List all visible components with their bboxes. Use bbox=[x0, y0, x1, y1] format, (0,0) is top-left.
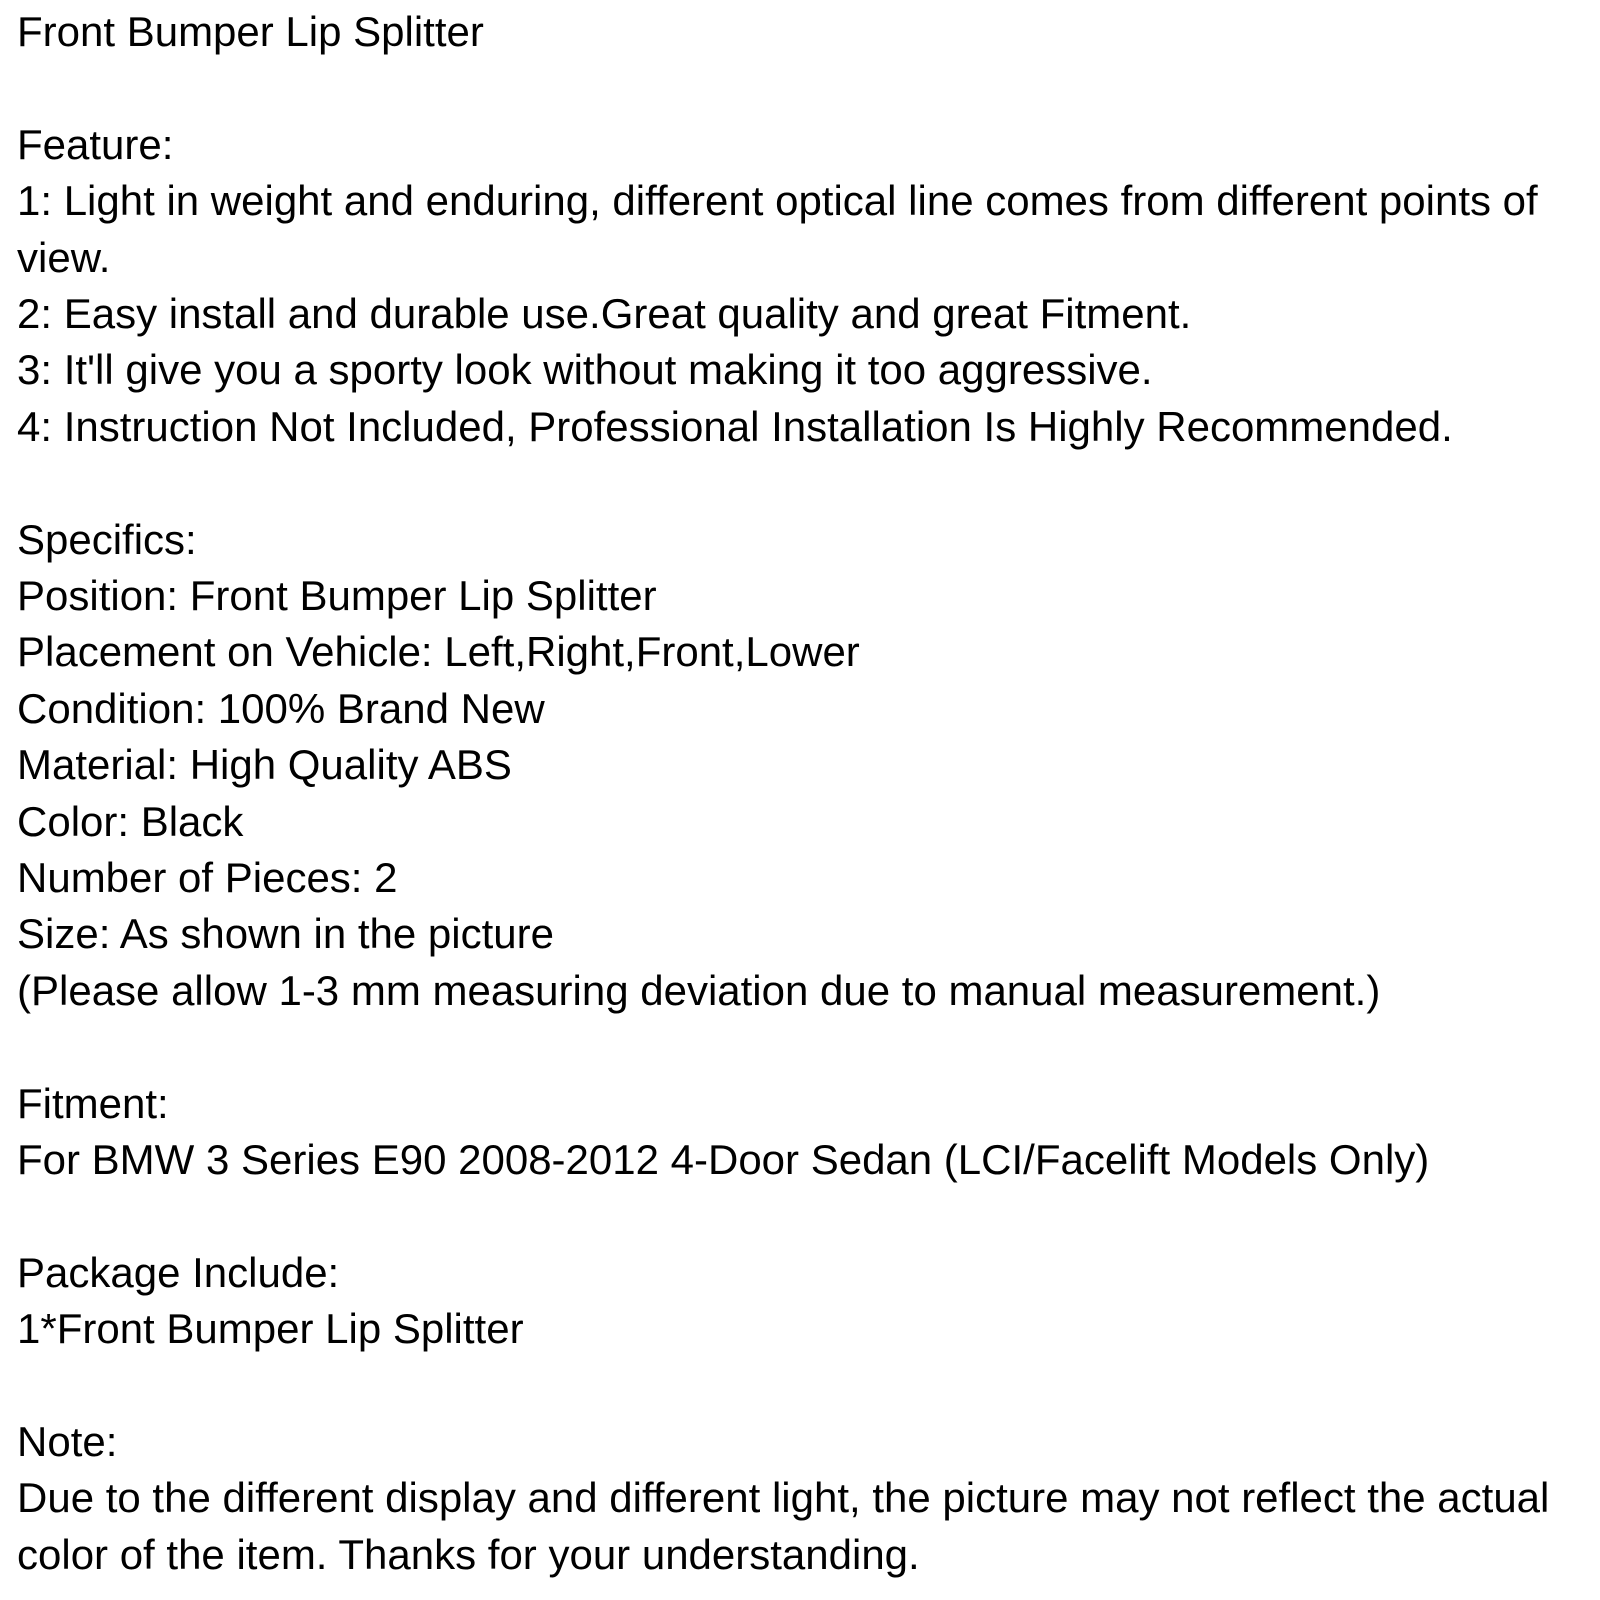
spec-material: Material: High Quality ABS bbox=[17, 741, 512, 789]
specifics-section bbox=[17, 512, 1587, 1020]
spec-size-note: (Please allow 1-3 mm measuring deviation due to manual measurement.) bbox=[17, 966, 1381, 1014]
feature-item-2: 2: Easy install and durable use.Great quality and great Fitment. bbox=[17, 290, 1192, 338]
spec-pieces: Number of Pieces: 2 bbox=[17, 854, 398, 902]
feature-section bbox=[17, 117, 1587, 455]
fitment-section bbox=[17, 1076, 1587, 1189]
spec-condition: Condition: 100% Brand New bbox=[17, 684, 545, 732]
blank-line bbox=[17, 455, 1587, 511]
fitment-heading: Fitment: bbox=[17, 1079, 169, 1127]
spec-placement: Placement on Vehicle: Left,Right,Front,Lower bbox=[17, 628, 860, 676]
spec-size: Size: As shown in the picture bbox=[17, 910, 554, 958]
feature-heading: Feature: bbox=[17, 120, 174, 168]
package-section bbox=[17, 1245, 1587, 1358]
product-description bbox=[17, 4, 1587, 1583]
blank-line bbox=[17, 1188, 1587, 1244]
blank-line bbox=[17, 1358, 1587, 1414]
specifics-heading: Specifics: bbox=[17, 515, 197, 563]
fitment-text: For BMW 3 Series E90 2008-2012 4-Door Sedan (LCI/Facelift Models Only) bbox=[17, 1136, 1430, 1184]
note-section bbox=[17, 1414, 1587, 1583]
feature-item-4: 4: Instruction Not Included, Professional Installation Is Highly Recommended. bbox=[17, 402, 1453, 450]
spec-color: Color: Black bbox=[17, 797, 244, 845]
feature-item-3: 3: It'll give you a sporty look without making it too aggressive. bbox=[17, 346, 1153, 394]
spec-position: Position: Front Bumper Lip Splitter bbox=[17, 572, 657, 620]
blank-line bbox=[17, 1019, 1587, 1075]
note-text: Due to the different display and different light, the picture may not reflect the actual color of the item. Thanks for your understanding. bbox=[17, 1474, 1562, 1578]
package-text: 1*Front Bumper Lip Splitter bbox=[17, 1305, 524, 1353]
blank-line bbox=[17, 60, 1587, 116]
feature-item-1: 1: Light in weight and enduring, different optical line comes from different points of view. bbox=[17, 177, 1550, 281]
document-title: Front Bumper Lip Splitter bbox=[17, 8, 484, 55]
package-heading: Package Include: bbox=[17, 1248, 340, 1296]
note-heading: Note: bbox=[17, 1418, 118, 1466]
